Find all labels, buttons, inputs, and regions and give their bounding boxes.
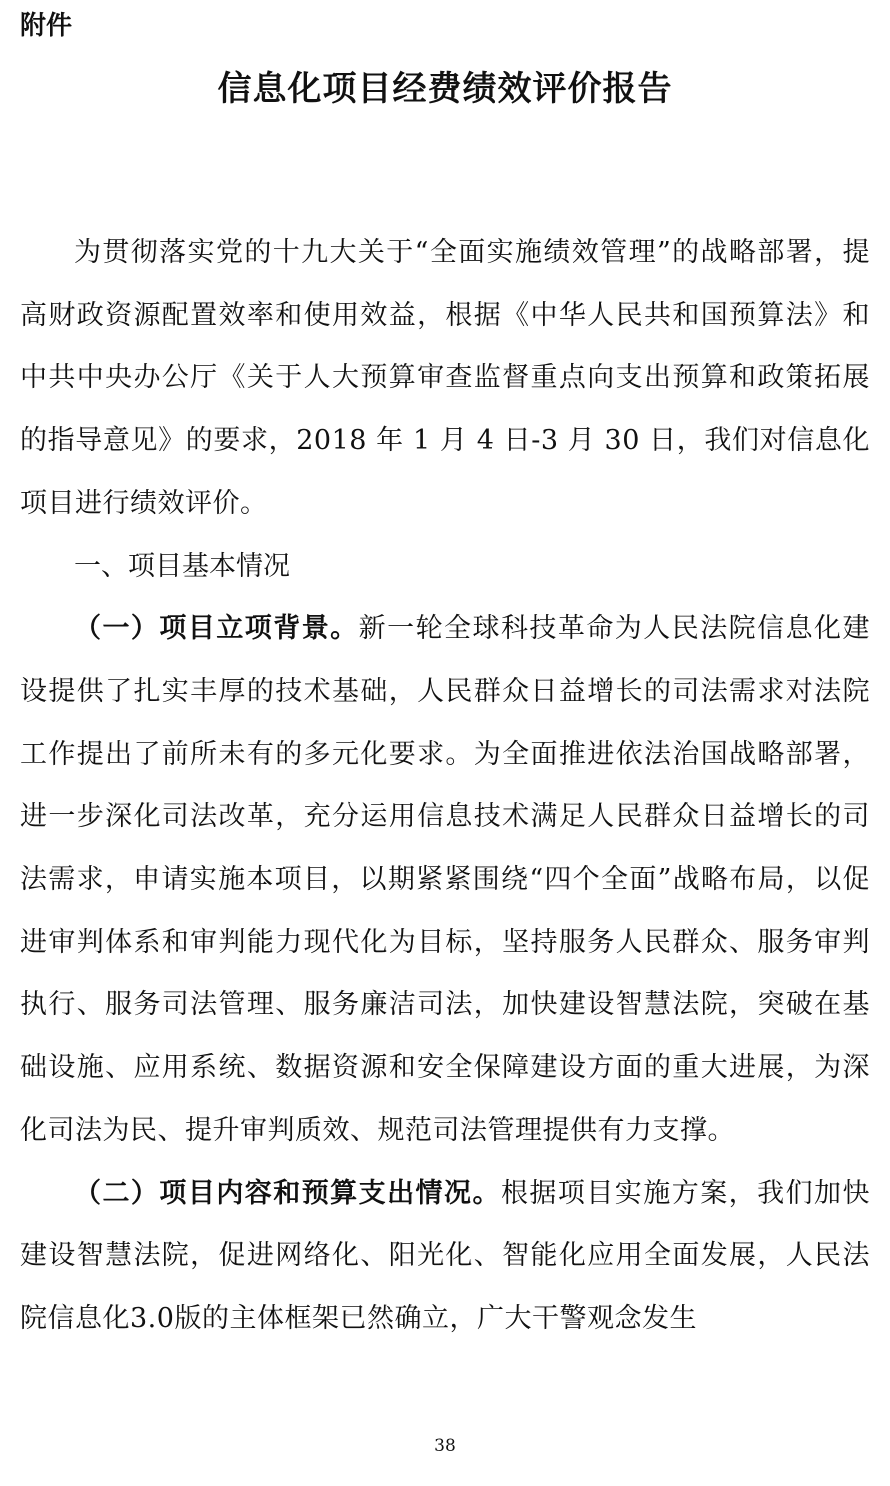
- page-number: 38: [434, 1436, 456, 1456]
- section-heading-basic-info: 一、项目基本情况: [74, 550, 290, 582]
- intro-paragraph: 为贯彻落实党的十九大关于“全面实施绩效管理”的战略部署，提高财政资源配置效率和使用效益，根据《中华人民共和国预算法》和中共中央办公厅《关于人大预算审查监督重点向支出预算和政策拓展的指导意见》的要求，2018 年 1 月 4 日-3 月 30 日，我们对信息化项目进行绩效评价。: [20, 237, 870, 519]
- subsection-background: [20, 598, 870, 1162]
- subsection-content-budget-text: 根据项目实施方案，我们加快建设智慧法院，促进网络化、阳光化、智能化应用全面发展，人民法院信息化3.0版的主体框架已然确立，广大干警观念发生: [20, 1177, 871, 1334]
- page-title: 信息化项目经费绩效评价报告: [217, 69, 673, 109]
- document-body: [20, 222, 870, 1351]
- subsection-content-budget: [20, 1163, 870, 1351]
- attachment-label: 附件: [20, 11, 73, 41]
- subsection-content-budget-lead: （二）项目内容和预算支出情况。: [74, 1177, 501, 1209]
- subsection-background-text: 新一轮全球科技革命为人民法院信息化建设提供了扎实丰厚的技术基础，人民群众日益增长的司法需求对法院工作提出了前所未有的多元化要求。为全面推进依法治国战略部署，进一步深化司法改革，充分运用信息技术满足人民群众日益增长的司法需求，申请实施本项目，以期紧紧围绕“四个全面”战略布局，以促进审判体系和审判能力现代化为目标，坚持服务人民群众、服务审判执行、服务司法管理、服务廉洁司法，加快建设智慧法院，突破在基础设施、应用系统、数据资源和安全保障建设方面的重大进展，为深化司法为民、提升审判质效、规范司法管理提供有力支撑。: [20, 613, 871, 1146]
- subsection-background-lead: （一）项目立项背景。: [74, 613, 359, 645]
